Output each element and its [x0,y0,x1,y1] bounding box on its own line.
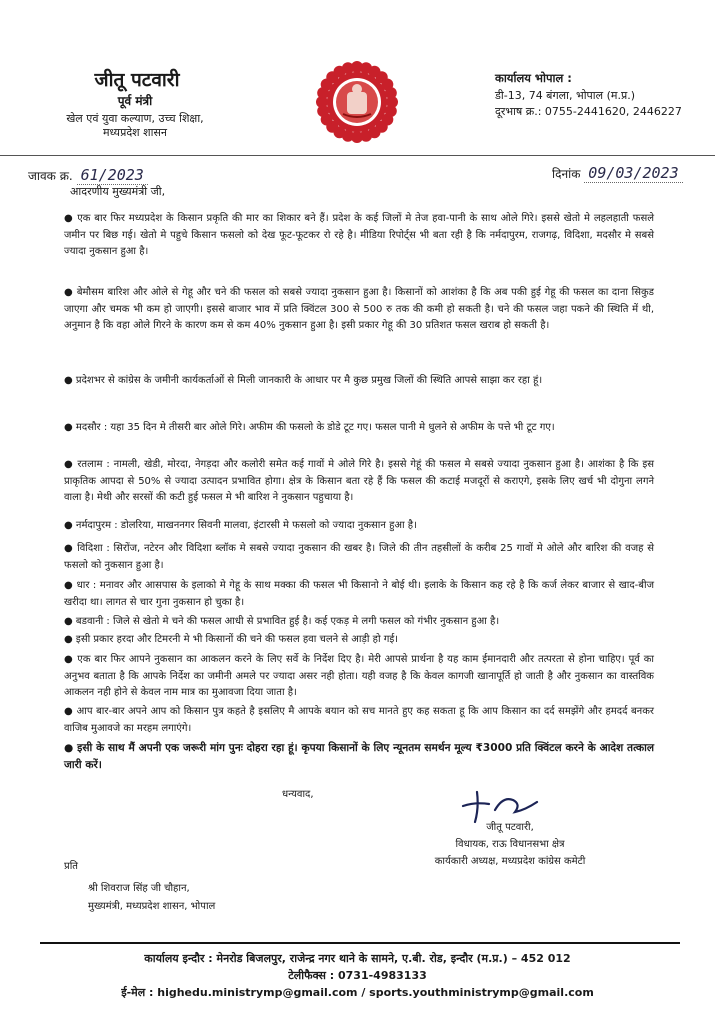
salutation: आदरणीय मुख्यमंत्री जी, [70,185,166,198]
paragraph-12: ● आप बार-बार अपने आप को किसान पुत्र कहते है इसलिए मै आपके बयान को सच मानते हुए कह सकता हू कि आप किसान का दर्द समझेंगे और हमदर्द बनकर वाजिब मुआवजे का मरहम लगाएंगे। [64,706,654,734]
paragraph-6: ● नर्मदापुरम : डोलरिया, माखननगर सिवनी मालवा, इंटारसी मे फसलो को ज्यादा नुकसान हुआ है। [64,520,417,531]
footer-divider [40,942,680,944]
reference-label: जावक क्र. [28,169,73,183]
office-address: डी-13, 74 बंगला, भोपाल (म.प्र.) [495,89,636,102]
party-emblem-icon [313,58,401,146]
signatory-position: कार्यकारी अध्यक्ष, मध्यप्रदेश कांग्रेस कमेटी [434,856,586,867]
signatory-name: जीतू पटवारी, [486,822,534,833]
paragraph-11: ● एक बार फिर आपने नुकसान का आकलन करने के लिए सर्वे के निर्देश दिए है। मेरी आपसे प्रार्थना है यह काम ईमानदारी और तत्परता से होना चाहिए। पूर्व का अनुभव बताता है कि आपके निर्देश का जमीनी अमले पर ज्यादा असर नही होता। यही वजह है कि केवल कागजी खानापूर्ति हो जाती है और नुकसान का वास्तविक आकलन नही होने से केवल नाम मात्र का मुआवजा दिया जाता है। [64,654,654,699]
paragraph-2: ● बेमौसम बारिश और ओले से गेहू और चने की फसल को सबसे ज्यादा नुकसान हुआ है। किसानों को आशंका है कि अब पकी हुई गेहू की फसल का दाना सिकुड जाएगा और चमक भी कम हो जाएगी। इससे बाजार भाव में प्रति क्विंटल 300 से 500 रु तक की कमी हो सकती है। चने की फसल जहा पकने की स्थिति में थी, अनुमान है कि वहा ओले गिरने के कारण कम से कम 40% नुकसान हुआ है। इसी प्रकार गेहू की 30 प्रतिशत फसल खराब हो सकती है। [64,287,654,332]
emblem-petal [385,87,397,99]
date-value: 09/03/2023 [584,164,682,183]
to-label: प्रति [64,861,78,872]
paragraph-8: ● धार : मनावर और आसपास के इलाको मे गेहू के साथ मक्का की फसल भी किसानो ने बोई थी। इलाके के किसान कह रहे है कि कर्ज लेकर बाजार से खाद-बीज खरीदा था। लागत से चार गुना नुकसान हो चुका है। [64,580,654,608]
paragraph-10: ● इसी प्रकार हरदा और टिमरनी मे भी किसानों की चने की फसल हवा चलने से आड़ी हो गई। [64,634,399,645]
paragraph-4: ● मदसौर : यहा 35 दिन मे तीसरी बार ओले गिरे। अफीम की फसलो के डोडे टूट गए। फसल पानी मे धुलने से अफीम के पत्ते भी टूट गए। [64,422,555,433]
sender-department-line1: खेल एवं युवा कल्याण, उच्च शिक्षा, [66,112,204,125]
paragraph-3: ● प्रदेशभर से कांग्रेस के जमीनी कार्यकर्ताओं से मिली जानकारी के आधार पर मै कुछ प्रमुख जिलों की स्थिति आपसे साझा कर रहा हूं। [64,375,543,386]
footer-office-address: कार्यालय इन्दौर : मेनरोड बिजलपुर, राजेन्द्र नगर थाने के सामने, ए.बी. रोड, इन्दौर (म.प्र.) – 452 012 [144,952,571,965]
addressee-designation: मुख्यमंत्री, मध्यप्रदेश शासन, भोपाल [88,901,216,912]
signatory-designation: विधायक, राऊ विधानसभा क्षेत्र [455,839,565,850]
office-title: कार्यालय भोपाल : [495,71,572,85]
paragraph-9: ● बडवानी : जिले से खेतो मे चने की फसल आधी से प्रभावित हुई है। कई एकड़ मे लगी फसल को गंभीर नुकसान हुआ है। [64,616,500,627]
footer-telefax: टेलीफैक्स : 0731-4983133 [288,969,427,982]
reference-value: 61/2023 [77,166,148,185]
sender-role: पूर्व मंत्री [117,94,153,108]
addressee-name: श्री शिवराज सिंह जी चौहान, [88,883,190,894]
date-label: दिनांक [552,167,581,181]
paragraph-1: ● एक बार फिर मध्यप्रदेश के किसान प्रकृति की मार का शिकार बने हैं। प्रदेश के कई जिलों मे तेज हवा-पानी के साथ ओले गिरे। इससे खेतो मे लहलहाती फसले जमीन पर बिछ गई। खेतो मे पहुचे किसान फसलो को देख फूट-फूटकर रो रहे है। मीडिया रिपोर्ट्स भी बता रही है कि नर्मदापुरम, राजगढ़, विदिशा, मदसौर मे सबसे ज्यादा नुकसान हुआ है। [64,213,654,258]
sender-name: जीतू पटवारी [94,69,180,91]
footer-email: ई-मेल : highedu.ministrymp@gmail.com / sports.youthministrymp@gmail.com [121,986,594,999]
closing-thanks: धन्यवाद, [282,789,314,800]
reference-number [28,166,148,185]
paragraph-5: ● रतलाम : नामली, खेडी, मोरदा, नेगड़दा और कलोरी समेत कई गावों मे ओले गिरे है। इससे गेहूं की फसल मे सबसे ज्यादा नुकसान हुआ है। आशंका है कि इस प्राकृतिक आपदा से 50% से ज्यादा उत्पादन प्रभावित होगा। क्षेत्र के किसान बता रहे हैं कि फसल की कटाई मजदूरों से कराएगे, इसके लिए खर्च भी दोगुना लगने वाला है। मेथी और सरसों की कटी हुई फसल मे भी बारिश ने नुकसान पहुचाया है। [64,459,654,504]
sender-department-line2: मध्यप्रदेश शासन [102,126,168,139]
letter-date [552,164,683,183]
office-phone: दूरभाष क्र.: 0755-2441620, 2446227 [495,105,682,118]
paragraph-13-demand: ● इसी के साथ मैं अपनी एक जरूरी मांग पुनः दोहरा रहा हूं। कृपया किसानों के लिए न्यूनतम समर्थन मूल्य ₹3000 प्रति क्विंटल करने के आदेश तत्काल जारी करें। [64,742,654,771]
paragraph-7: ● विदिशा : सिरोंज, नटेरन और विदिशा ब्लॉक मे सबसे ज्यादा नुकसान की खबर है। जिले की तीन तहसीलों के करीब 25 गावों मे ओले और बारिश की वजह से फसलो को नुकसान हुआ है। [64,543,654,571]
header-divider [0,155,715,156]
